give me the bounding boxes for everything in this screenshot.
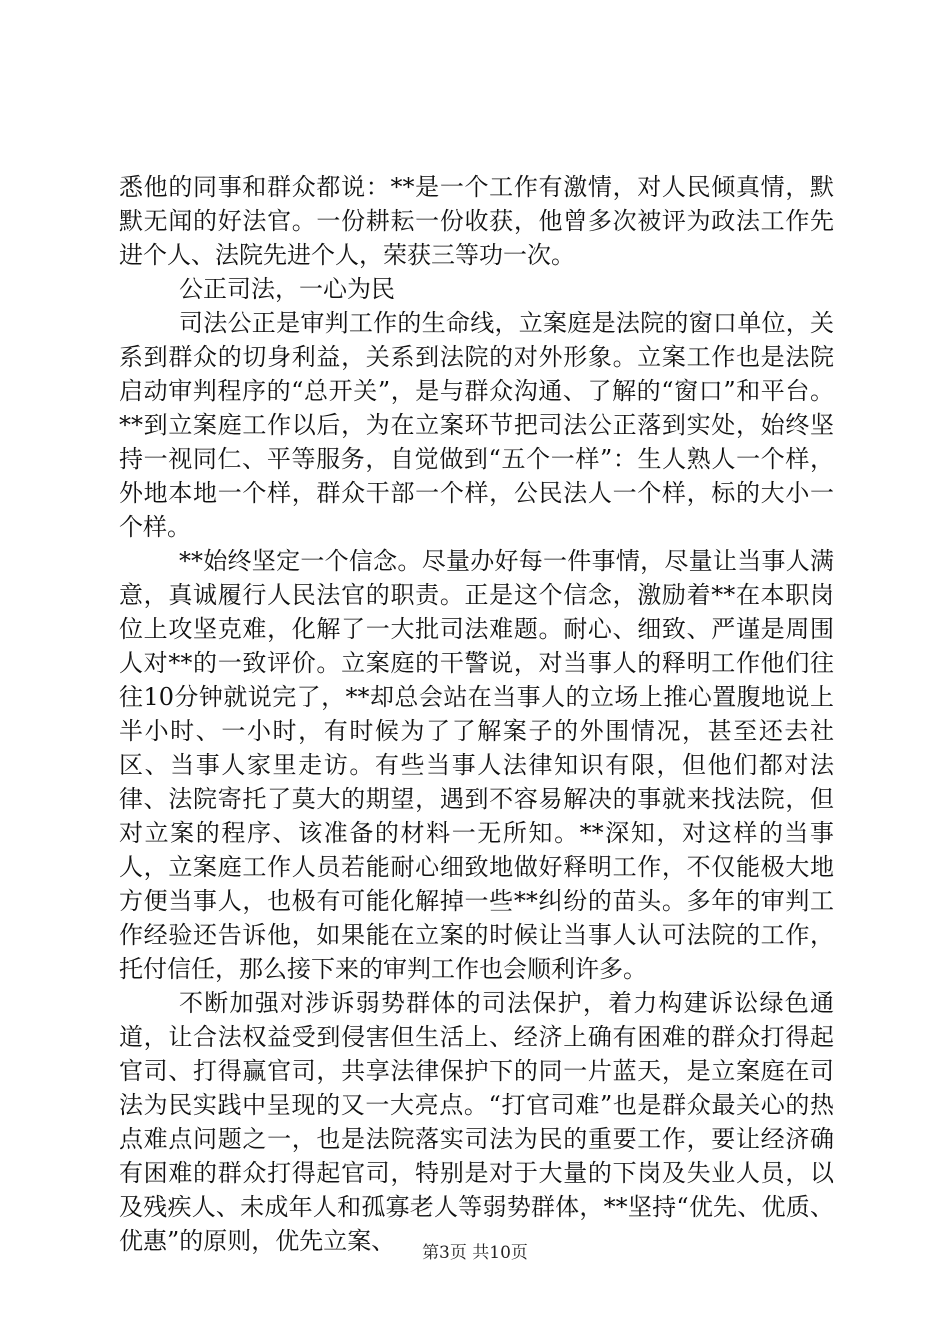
paragraph: **始终坚定一个信念。尽量办好每一件事情，尽量让当事人满意，真诚履行人民法官的职责。正是这个信念，激励着**在本职岗位上攻坚克难，化解了一大批司法难题。耐心、细致、严谨是周围人对**的一致评价。立案庭的干警说，对当事人的释明工作他们往往10分钟就说完了，**却总会站在当事人的立场上推心置腹地说上半小时、一小时，有时候为了了解案子的外围情况，甚至还去社区、当事人家里走访。有些当事人法律知识有限，但他们都对法律、法院寄托了莫大的期望，遇到不容易解决的事就来找法院，但对立案的程序、该准备的材料一无所知。**深知，对这样的当事人，立案庭工作人员若能耐心细致地做好释明工作，不仅能极大地方便当事人，也极有可能化解掉一些**纠纷的苗头。多年的审判工作经验还告诉他，如果能在立案的时候让当事人认可法院的工作，托付信任，那么接下来的审判工作也会顺利许多。 xyxy=(119,547,834,983)
paragraph: 不断加强对涉诉弱势群体的司法保护，着力构建诉讼绿色通道，让合法权益受到侵害但生活上、经济上确有困难的群众打得起官司、打得赢官司，共享法律保护下的同一片蓝天，是立案庭在司法为民实践中呈现的又一大亮点。“打官司难”也是群众最关心的热点难点问题之一，也是法院落实司法为民的重要工作，要让经济确有困难的群众打得起官司，特别是对于大量的下岗及失业人员，以及残疾人、未成年人和孤寡老人等弱势群体，**坚持“优先、优质、优惠”的原则，优先立案、 xyxy=(119,989,834,1255)
document-body xyxy=(119,170,834,1258)
page-number-footer: 第3页 共10页 xyxy=(422,1243,528,1263)
paragraph-continued: 悉他的同事和群众都说：**是一个工作有激情，对人民倾真情，默默无闻的好法官。一份耕耘一份收获，他曾多次被评为政法工作先进个人、法院先进个人，荣获三等功一次。 xyxy=(119,173,834,269)
paragraph: 司法公正是审判工作的生命线，立案庭是法院的窗口单位，关系到群众的切身利益，关系到法院的对外形象。立案工作也是法院启动审判程序的“总开关”，是与群众沟通、了解的“窗口”和平台。**到立案庭工作以后，为在立案环节把司法公正落到实处，始终坚持一视同仁、平等服务，自觉做到“五个一样”：生人熟人一个样，外地本地一个样，群众干部一个样，公民法人一个样，标的大小一个样。 xyxy=(119,309,834,541)
section-heading: 公正司法，一心为民 xyxy=(179,275,395,303)
